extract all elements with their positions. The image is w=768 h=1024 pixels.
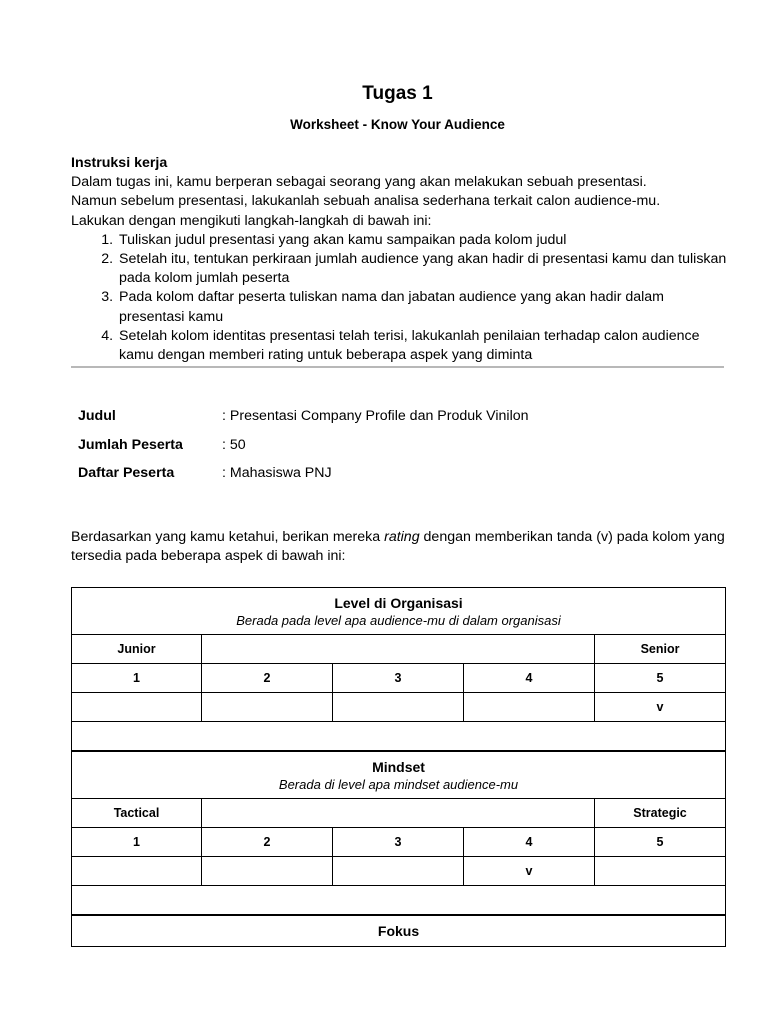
rating-instruction-emphasis: rating: [384, 529, 420, 545]
rating-cell[interactable]: [333, 693, 464, 722]
rating-cell[interactable]: [464, 693, 595, 722]
rating-cell[interactable]: v: [595, 693, 726, 722]
rating-table: [71, 587, 726, 947]
rating-instruction: [71, 528, 731, 566]
rating-cell[interactable]: [72, 857, 202, 886]
instructions-intro-line: Dalam tugas ini, kamu berperan sebagai seorang yang akan melakukan sebuah presentasi.: [71, 174, 647, 191]
rating-marks-row: [72, 857, 726, 886]
section-description: Berada di level apa mindset audience-mu: [278, 776, 519, 792]
scale-number: 5: [595, 664, 726, 693]
scale-gap: [202, 635, 595, 664]
identity-label: Daftar Peserta: [78, 465, 175, 481]
scale-numbers-row: [72, 664, 726, 693]
instructions-block: [71, 154, 731, 365]
section-description: Berada pada level apa audience-mu di dalam organisasi: [236, 612, 561, 628]
section-header-mindset: [72, 751, 726, 799]
rating-marks-row: [72, 693, 726, 722]
section-spacer: [72, 722, 726, 752]
section-spacer: [72, 886, 726, 916]
page-subtitle: Worksheet - Know Your Audience: [290, 117, 505, 132]
identity-value: : 50: [222, 436, 246, 453]
section-title: Level di Organisasi: [334, 594, 463, 611]
instructions-heading: Instruksi kerja: [71, 155, 168, 171]
scale-number: 1: [72, 828, 202, 857]
scale-number: 4: [464, 828, 595, 857]
page-title: Tugas 1: [362, 83, 433, 104]
rating-cell[interactable]: [202, 857, 333, 886]
scale-number: 3: [333, 664, 464, 693]
scale-number: 2: [202, 828, 333, 857]
identity-label: Jumlah Peserta: [78, 436, 183, 453]
scale-low-label: Junior: [72, 635, 202, 664]
scale-endpoints-row: [72, 799, 726, 828]
scale-number: 4: [464, 664, 595, 693]
instruction-step: 2. Setelah itu, tentukan perkiraan jumlah audience yang akan hadir di presentasi kamu dan tuliskan pada kolom jumlah peserta: [117, 250, 731, 288]
rating-instruction-text: dengan memberikan tanda (v) pada kolom yang tersedia pada beberapa aspek di bawah ini:: [71, 529, 725, 565]
scale-high-label: Strategic: [595, 799, 726, 828]
scale-high-label: Senior: [595, 635, 726, 664]
instruction-step: 1. Tuliskan judul presentasi yang akan kamu sampaikan pada kolom judul: [117, 231, 731, 250]
rating-cell[interactable]: [202, 693, 333, 722]
rating-cell[interactable]: [333, 857, 464, 886]
rating-cell[interactable]: [72, 693, 202, 722]
identity-label: Judul: [78, 408, 116, 424]
instruction-step: 4. Setelah kolom identitas presentasi telah terisi, lakukanlah penilaian terhadap calon audience kamu dengan memberi rating untuk beberapa aspek yang diminta: [117, 327, 731, 365]
rating-instruction-text: Berdasarkan yang kamu ketahui, berikan mereka: [71, 529, 385, 545]
instructions-intro-line: Lakukan dengan mengikuti langkah-langkah di bawah ini:: [71, 212, 432, 229]
instructions-steps: [71, 231, 731, 365]
scale-number: 1: [72, 664, 202, 693]
rating-cell[interactable]: v: [464, 857, 595, 886]
section-header-level: [72, 588, 726, 635]
section-title: Mindset: [372, 758, 425, 775]
section-divider: [71, 366, 724, 368]
scale-number: 5: [595, 828, 726, 857]
section-title: Fokus: [72, 915, 726, 947]
section-header-fokus: [72, 915, 726, 947]
identity-value: : Mahasiswa PNJ: [222, 465, 332, 481]
scale-endpoints-row: [72, 635, 726, 664]
identity-value: : Presentasi Company Profile dan Produk Vinilon: [222, 408, 529, 424]
rating-cell[interactable]: [595, 857, 726, 886]
scale-gap: [202, 799, 595, 828]
scale-numbers-row: [72, 828, 726, 857]
scale-low-label: Tactical: [72, 799, 202, 828]
instruction-step: 3. Pada kolom daftar peserta tuliskan nama dan jabatan audience yang akan hadir dalam presentasi kamu: [117, 288, 731, 326]
scale-number: 2: [202, 664, 333, 693]
scale-number: 3: [333, 828, 464, 857]
instructions-intro-line: Namun sebelum presentasi, lakukanlah sebuah analisa sederhana terkait calon audience-mu.: [71, 193, 661, 210]
